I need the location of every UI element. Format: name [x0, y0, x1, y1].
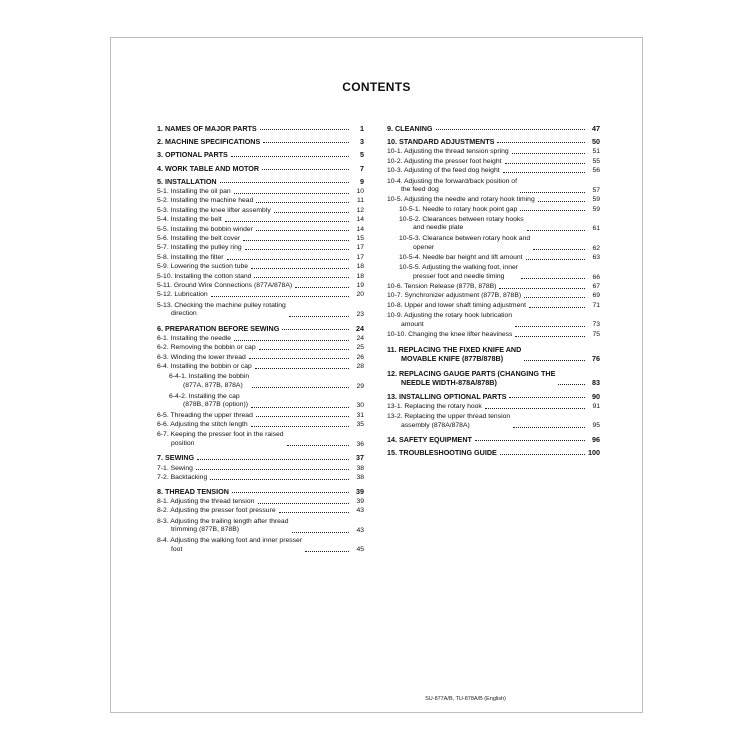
toc-entry-title-line: 10-5-5. Adjusting the walking foot, inner: [399, 264, 519, 272]
toc-entry-title: 10-8. Upper and lower shaft timing adjustment: [387, 301, 527, 309]
toc-page-number: 66: [592, 273, 600, 281]
dot-leader: [497, 142, 585, 143]
toc-subsection-entry: [387, 216, 600, 233]
toc-page-number: 71: [592, 301, 600, 309]
dot-leader: [524, 297, 585, 298]
toc-entry-title-line: NEEDLE WIDTH-878A/878B): [401, 377, 497, 387]
toc-page-number: 31: [356, 411, 364, 419]
toc-entry-title: 5-8. Installing the filter: [157, 253, 224, 261]
toc-entry-title-line: opener: [413, 243, 435, 251]
toc-page-number: 75: [592, 330, 600, 338]
dot-leader: [220, 182, 349, 183]
toc-subsection-entry: [157, 537, 364, 554]
toc-entry-title: [169, 393, 248, 410]
toc-page-number: 69: [592, 292, 600, 300]
toc-entry-title: 5-1. Installing the oil pan: [157, 188, 231, 196]
toc-page-number: 7: [360, 163, 364, 173]
toc-page-number: 18: [356, 263, 364, 271]
toc-entry-title: 5-2. Installing the machine head: [157, 197, 254, 205]
toc-entry-title-line: (878B, 877B (option)): [183, 401, 248, 409]
toc-page-number: 26: [356, 353, 364, 361]
toc-entry-title: 5-4. Installing the belt: [157, 216, 222, 224]
toc-entry-title-line: amount: [401, 320, 424, 328]
dot-leader: [211, 296, 349, 297]
toc-entry-title: 10-3. Adjusting of the feed dog height: [387, 167, 500, 175]
toc-entry-title: 10-7. Synchronizer adjustment (877B, 878B): [387, 292, 522, 300]
dot-leader: [305, 551, 349, 552]
dot-leader: [485, 408, 585, 409]
toc-section-entry: [157, 488, 364, 495]
toc-entry-title-line: 8-3. Adjusting the trailing length after thread: [157, 517, 289, 525]
toc-page-number: 67: [592, 283, 600, 290]
dot-leader: [533, 249, 585, 250]
dot-leader: [197, 459, 349, 460]
toc-page-number: 9: [360, 176, 364, 186]
toc-page-number: 50: [592, 137, 600, 147]
toc-subsection-entry: [157, 208, 364, 215]
toc-entry-title: 10-5. Adjusting the needle and rotary hook timing: [387, 196, 535, 204]
toc-entry-title-line: 6-7. Keeping the presser foot in the raised: [157, 431, 284, 439]
toc-page-number: 38: [356, 473, 364, 481]
toc-page-number: 14: [356, 216, 364, 224]
dot-leader: [558, 384, 585, 385]
toc-subsection-entry: [157, 283, 364, 290]
toc-page-number: 39: [356, 497, 364, 505]
toc-section-entry: [387, 369, 600, 387]
dot-leader: [249, 358, 349, 359]
dot-leader: [259, 349, 349, 350]
toc-entry-title: 5-11. Ground Wire Connections (877A/878A): [157, 281, 293, 289]
toc-subsection-entry: [157, 336, 364, 343]
toc-column-right: [387, 125, 600, 457]
toc-subsection-entry: [387, 159, 600, 166]
dot-leader: [254, 277, 349, 278]
toc-page-number: 55: [592, 157, 600, 165]
toc-section-entry: [157, 325, 364, 332]
toc-section-entry: [387, 125, 600, 132]
toc-page-number: 39: [356, 486, 364, 496]
toc-entry-title-line: and needle plate: [413, 224, 464, 232]
toc-subsection-entry: [157, 264, 364, 271]
toc-subsection-entry: [157, 189, 364, 196]
toc-entry-title: 10-5-4. Needle bar height and lift amount: [399, 254, 523, 262]
manual-page: [110, 37, 643, 713]
toc-entry-title: [387, 369, 555, 387]
toc-entry-title: [387, 413, 510, 430]
toc-page-number: 17: [356, 253, 364, 261]
toc-entry-title-line: presser foot and needle timing: [413, 272, 505, 280]
toc-page-number: 43: [356, 526, 364, 534]
toc-entry-title: [157, 518, 289, 535]
toc-subsection-entry: [387, 404, 600, 411]
toc-section-entry: [157, 138, 364, 145]
toc-subsection-entry: [157, 217, 364, 224]
dot-leader: [234, 193, 349, 194]
toc-subsection-entry: [387, 413, 600, 430]
dot-leader: [520, 192, 585, 193]
dot-leader: [251, 426, 349, 427]
toc-page-number: 29: [356, 382, 364, 390]
dot-leader: [505, 163, 586, 164]
toc-page-number: 35: [356, 420, 364, 428]
dot-leader: [258, 503, 350, 504]
toc-subsection-entry: [387, 178, 600, 195]
toc-entry-title: 4. WORK TABLE AND MOTOR: [157, 163, 260, 173]
toc-subsection-entry: [387, 255, 600, 262]
toc-entry-title-line: 11. REPLACING THE FIXED KNIFE AND: [387, 344, 522, 354]
toc-entry-title: [399, 264, 518, 281]
toc-page-number: 61: [592, 225, 600, 233]
toc-entry-title: [157, 431, 284, 448]
toc-page-number: 11: [356, 197, 364, 205]
toc-entry-title-line: 8-4. Adjusting the walking foot and inner presser: [157, 537, 303, 545]
toc-entry-title: [399, 216, 524, 233]
dot-leader: [509, 397, 585, 398]
dot-leader: [251, 407, 349, 408]
toc-entry-title-line: 10-4. Adjusting the forward/back position of: [387, 177, 517, 185]
dot-leader: [256, 416, 349, 417]
toc-subsection-entry: [157, 422, 364, 429]
toc-page-number: 73: [592, 321, 600, 329]
toc-page-number: 100: [588, 448, 600, 458]
toc-subsection-entry: [157, 227, 364, 234]
dot-leader: [245, 249, 349, 250]
toc-subsection-entry: [157, 475, 364, 482]
toc-entry-title: 6-4. Installing the bobbin or cap: [157, 363, 252, 371]
toc-entry-title: 10-5-1. Needle to rotary hook point gap: [399, 205, 518, 213]
toc-subsection-entry: [157, 302, 364, 319]
toc-entry-title: 7-1. Sewing: [157, 464, 193, 472]
toc-entry-title: 5-6. Installing the belt cover: [157, 234, 241, 242]
toc-entry-title: [157, 302, 286, 319]
dot-leader: [538, 201, 585, 202]
toc-page-number: 36: [356, 440, 364, 448]
toc-entry-title: 6-3. Winding the lower thread: [157, 353, 246, 361]
dot-leader: [251, 268, 349, 269]
toc-entry-title: 8-1. Adjusting the thread tension: [157, 497, 255, 505]
toc-page-number: 28: [356, 363, 364, 371]
dot-leader: [243, 240, 349, 241]
toc-entry-title-line: 5-13. Checking the machine pulley rotating: [157, 301, 286, 309]
toc-subsection-entry: [157, 255, 364, 262]
toc-subsection-entry: [387, 235, 600, 252]
toc-subsection-entry: [387, 284, 600, 291]
toc-subsection-entry: [157, 499, 364, 506]
dot-leader: [520, 210, 585, 211]
toc-entry-title-line: 13-2. Replacing the upper thread tension: [387, 413, 511, 421]
dot-leader: [252, 387, 349, 388]
toc-section-entry: [387, 436, 600, 443]
dot-leader: [526, 259, 585, 260]
toc-entry-title: 3. OPTIONAL PARTS: [157, 150, 228, 160]
toc-entry-title-line: assembly (878A/878A): [401, 421, 470, 429]
toc-subsection-entry: [387, 149, 600, 156]
toc-page-number: 5: [360, 150, 364, 160]
dot-leader: [512, 153, 585, 154]
toc-subsection-entry: [157, 431, 364, 448]
dot-leader: [256, 202, 349, 203]
toc-entry-title-line: foot: [171, 545, 183, 553]
toc-entry-title: [387, 345, 521, 363]
toc-page-number: 14: [356, 225, 364, 233]
dot-leader: [515, 336, 585, 337]
dot-leader: [475, 440, 585, 441]
toc-section-entry: [387, 138, 600, 145]
toc-subsection-entry: [387, 293, 600, 300]
dot-leader: [503, 172, 585, 173]
toc-entry-title: 10-6. Tension Release (877B, 878B): [387, 283, 497, 290]
toc-page-number: 15: [356, 234, 364, 242]
toc-page-number: 76: [592, 354, 600, 364]
toc-page-number: 38: [356, 464, 364, 472]
toc-subsection-entry: [387, 264, 600, 281]
toc-entry-title: 5-10. Installing the cotton stand: [157, 272, 252, 280]
toc-page-number: 17: [356, 244, 364, 252]
toc-subsection-entry: [157, 508, 364, 515]
dot-leader: [262, 169, 349, 170]
toc-page-number: 51: [592, 148, 600, 156]
toc-entry-title: 2. MACHINE SPECIFICATIONS: [157, 137, 261, 147]
page-footer: SU-877A/B, TU-878A/B (English): [425, 696, 506, 702]
toc-entry-title-line: 6-4-2. Installing the cap: [169, 393, 240, 400]
toc-entry-title: [387, 312, 512, 329]
toc-page-number: 18: [356, 272, 364, 280]
toc-entry-title: [157, 537, 302, 554]
toc-entry-title: 10. STANDARD ADJUSTMENTS: [387, 137, 495, 147]
dot-leader: [295, 287, 349, 288]
toc-page-number: 47: [592, 124, 600, 133]
toc-entry-title: [387, 178, 517, 195]
toc-subsection-entry: [157, 274, 364, 281]
dot-leader: [515, 326, 585, 327]
toc-section-entry: [157, 151, 364, 158]
toc-entry-title: 5-5. Installing the bobbin winder: [157, 225, 253, 233]
toc-entry-title-line: position: [171, 439, 195, 447]
toc-subsection-entry: [157, 393, 364, 410]
toc-page-number: 45: [356, 546, 364, 554]
toc-entry-title: 7-2. Backtacking: [157, 473, 208, 481]
toc-page-number: 90: [592, 391, 600, 401]
toc-entry-title: 6-1. Installing the needle: [157, 334, 232, 342]
toc-entry-title: 8-2. Adjusting the presser foot pressure: [157, 507, 276, 515]
dot-leader: [227, 259, 350, 260]
toc-entry-title: 13-1. Replacing the rotary hook: [387, 402, 482, 410]
toc-entry-title-line: (877A, 877B, 878A): [183, 381, 243, 389]
toc-page-number: 24: [356, 323, 364, 333]
dot-leader: [196, 469, 349, 470]
dot-leader: [521, 278, 585, 279]
dot-leader: [513, 427, 585, 428]
toc-page-number: 37: [356, 453, 364, 463]
toc-entry-title: 5-7. Installing the pulley ring: [157, 244, 242, 252]
toc-entry-title-line: 6-4-1. Installing the bobbin: [169, 373, 250, 381]
toc-entry-title: [169, 373, 249, 390]
toc-subsection-entry: [387, 303, 600, 310]
toc-page-number: 10: [356, 188, 364, 196]
toc-entry-title: 6-5. Threading the upper thread: [157, 411, 253, 419]
toc-page-number: 19: [356, 281, 364, 289]
toc-section-entry: [387, 393, 600, 400]
dot-leader: [232, 492, 349, 493]
toc-page-number: 91: [592, 402, 600, 410]
dot-leader: [292, 532, 350, 533]
toc-section-entry: [157, 178, 364, 185]
toc-entry-title-line: MOVABLE KNIFE (877B/878B): [401, 353, 504, 363]
toc-subsection-entry: [157, 364, 364, 371]
toc-entry-title-line: 10-5-3. Clearance between rotary hook and: [399, 235, 531, 243]
toc-subsection-entry: [387, 207, 600, 214]
toc-subsection-entry: [387, 312, 600, 329]
toc-subsection-entry: [157, 518, 364, 535]
toc-column-left: [157, 125, 364, 554]
dot-leader: [231, 156, 349, 157]
toc-page-number: 23: [356, 310, 364, 318]
toc-entry-title: 5-12. Lubrication: [157, 291, 208, 299]
toc-entry-title: 5-9. Lowering the suction tube: [157, 263, 249, 271]
toc-subsection-entry: [387, 197, 600, 204]
dot-leader: [263, 142, 349, 143]
dot-leader: [225, 221, 349, 222]
toc-entry-title-line: 10-9. Adjusting the rotary hook lubrication: [387, 312, 513, 320]
toc-entry-title: 7. SEWING: [157, 453, 195, 463]
toc-page-number: 56: [592, 167, 600, 175]
toc-subsection-entry: [157, 245, 364, 252]
toc-entry-title: 14. SAFETY EQUIPMENT: [387, 435, 472, 445]
toc-page-number: 20: [356, 291, 364, 299]
dot-leader: [436, 129, 585, 130]
toc-section-entry: [157, 165, 364, 172]
dot-leader: [524, 360, 585, 361]
toc-subsection-entry: [157, 413, 364, 420]
toc-page-number: 43: [356, 507, 364, 515]
dot-leader: [260, 129, 349, 130]
dot-leader: [529, 307, 585, 308]
toc-section-entry: [157, 454, 364, 461]
toc-subsection-entry: [157, 292, 364, 299]
toc-entry-title: 13. INSTALLING OPTIONAL PARTS: [387, 391, 507, 401]
dot-leader: [274, 212, 349, 213]
toc-page-number: 95: [592, 422, 600, 430]
dot-leader: [234, 340, 349, 341]
toc-subsection-entry: [157, 236, 364, 243]
toc-entry-title: 10-1. Adjusting the thread tension spring: [387, 148, 509, 156]
toc-entry-title: 10-2. Adjusting the presser foot height: [387, 157, 502, 165]
dot-leader: [287, 445, 349, 446]
dot-leader: [282, 329, 349, 330]
toc-page-number: 59: [592, 205, 600, 213]
toc-entry-title-line: 12. REPLACING GAUGE PARTS (CHANGING THE: [387, 368, 556, 378]
toc-section-entry: [387, 345, 600, 363]
toc-page-number: 1: [360, 124, 364, 133]
toc-page-number: 59: [592, 196, 600, 204]
toc-subsection-entry: [157, 198, 364, 205]
toc-entry-title: 9. CLEANING: [387, 124, 433, 133]
dot-leader: [279, 512, 349, 513]
toc-page-number: 63: [592, 254, 600, 262]
toc-page-number: 25: [356, 344, 364, 352]
dot-leader: [499, 288, 585, 289]
toc-subsection-entry: [157, 345, 364, 352]
dot-leader: [210, 479, 349, 480]
toc-page-number: 24: [356, 334, 364, 342]
dot-leader: [256, 230, 349, 231]
toc-section-entry: [157, 125, 364, 132]
toc-page-number: 12: [356, 206, 364, 214]
toc-entry-title: 15. TROUBLESHOOTING GUIDE: [387, 448, 497, 458]
toc-entry-title: 1. NAMES OF MAJOR PARTS: [157, 124, 257, 133]
toc-entry-title: 6-2. Removing the bobbin or cap: [157, 344, 256, 352]
dot-leader: [289, 316, 349, 317]
page-title: CONTENTS: [342, 80, 411, 94]
dot-leader: [255, 368, 349, 369]
toc-subsection-entry: [157, 466, 364, 473]
toc-page-number: 96: [592, 435, 600, 445]
toc-entry-title-line: direction: [171, 310, 197, 318]
toc-page-number: 3: [360, 137, 364, 147]
toc-subsection-entry: [157, 355, 364, 362]
toc-subsection-entry: [387, 332, 600, 339]
toc-entry-title: 6-6. Adjusting the stitch length: [157, 420, 248, 428]
toc-entry-title: 5-3. Installing the knee lifter assembly: [157, 206, 271, 214]
toc-section-entry: [387, 449, 600, 456]
toc-page-number: 83: [592, 378, 600, 388]
toc-page-number: 57: [592, 186, 600, 194]
toc-entry-title: 5. INSTALLATION: [157, 176, 217, 186]
toc-entry-title-line: trimming (877B, 878B): [171, 526, 239, 534]
toc-page-number: 30: [356, 402, 364, 410]
toc-entry-title: [399, 235, 530, 252]
toc-entry-title-line: 10-5-2. Clearances between rotary hooks: [399, 215, 524, 223]
toc-entry-title: 6. PREPARATION BEFORE SEWING: [157, 323, 280, 333]
toc-entry-title: 10-10. Changing the knee lifter heaviness: [387, 330, 513, 338]
toc-entry-title-line: the feed dog: [401, 186, 439, 194]
toc-page-number: 62: [592, 244, 600, 252]
dot-leader: [527, 230, 585, 231]
dot-leader: [500, 454, 585, 455]
toc-subsection-entry: [387, 168, 600, 175]
toc-subsection-entry: [157, 373, 364, 390]
toc-entry-title: 8. THREAD TENSION: [157, 486, 229, 496]
